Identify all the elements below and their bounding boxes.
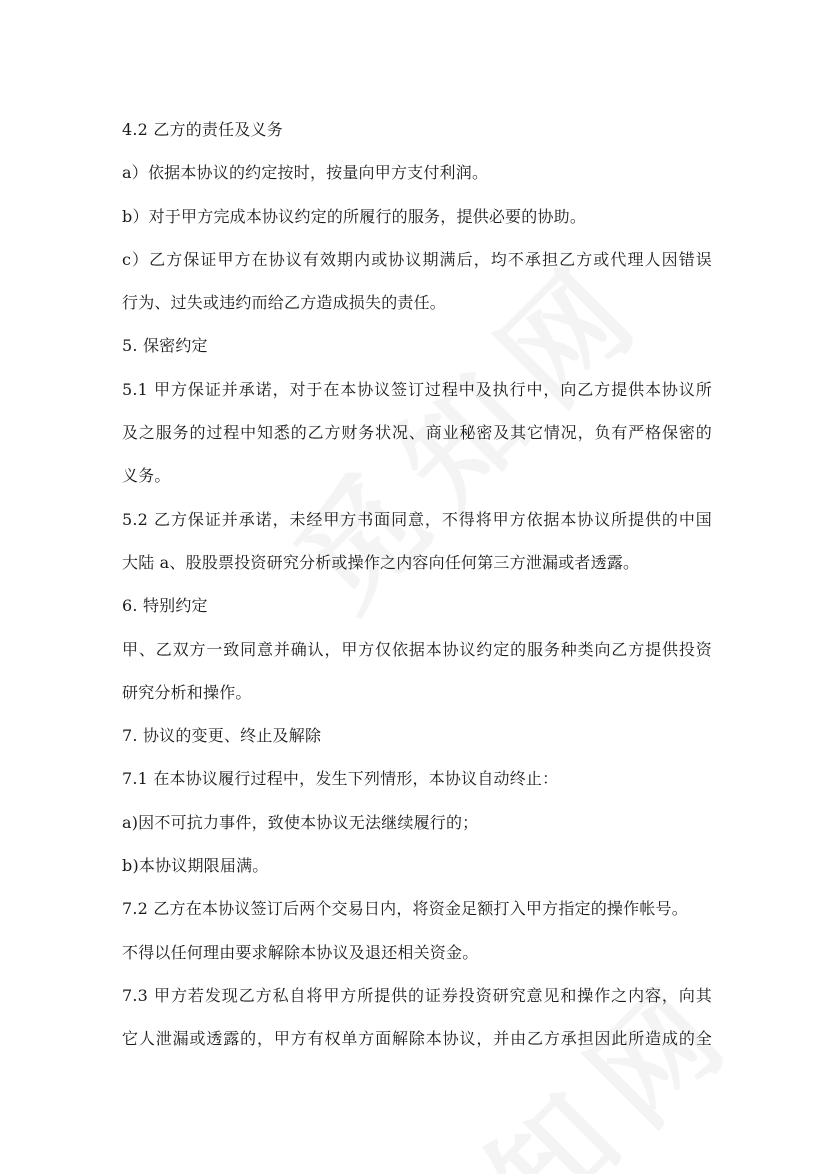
paragraph-line: 5.2 乙方保证并承诺，未经甲方书面同意，不得将甲方依据本协议所提供的中国: [122, 509, 712, 529]
paragraph-line: a)因不可抗力事件，致使本协议无法继续履行的；: [122, 812, 479, 832]
paragraph-line: 甲、乙双方一致同意并确认，甲方仅依据本协议约定的服务种类向乙方提供投资: [122, 639, 712, 659]
section-heading-4-2: 4.2 乙方的责任及义务: [122, 120, 283, 139]
paragraph-line: 及之服务的过程中知悉的乙方财务状况、商业秘密及其它情况，负有严格保密的: [122, 423, 712, 443]
paragraph-line: 不得以任何理由要求解除本协议及退还相关资金。: [122, 942, 479, 962]
paragraph-line: 7.1 在本协议履行过程中，发生下列情形，本协议自动终止：: [122, 769, 559, 789]
paragraph-line: b）对于甲方完成本协议约定的所履行的服务，提供必要的协助。: [122, 206, 587, 226]
paragraph-line: 研究分析和操作。: [122, 682, 252, 702]
paragraph-line: b)本协议期限届满。: [122, 856, 269, 876]
paragraph-line: 大陆 a、股股票投资研究分析或操作之内容向任何第三方泄漏或者透露。: [122, 552, 640, 572]
paragraph-line: 义务。: [122, 466, 171, 486]
section-heading-6: 6. 特别约定: [122, 596, 208, 616]
section-heading-5: 5. 保密约定: [122, 336, 208, 356]
document-body: [122, 108, 712, 1061]
paragraph-line: 行为、过失或违约而给乙方造成损失的责任。: [122, 293, 447, 313]
paragraph-line: 7.3 甲方若发现乙方私自将甲方所提供的证券投资研究意见和操作之内容，向其: [122, 985, 712, 1005]
paragraph-line: a）依据本协议的约定按时，按量向甲方支付利润。: [122, 163, 489, 183]
paragraph-line: 7.2 乙方在本协议签订后两个交易日内，将资金足额打入甲方指定的操作帐号。: [122, 899, 688, 919]
paragraph-line: 5.1 甲方保证并承诺，对于在本协议签订过程中及执行中，向乙方提供本协议所: [122, 379, 712, 399]
paragraph-line: c）乙方保证甲方在协议有效期内或协议期满后，均不承担乙方或代理人因错误: [122, 249, 712, 269]
paragraph-line: 它人泄漏或透露的，甲方有权单方面解除本协议，并由乙方承担因此所造成的全: [122, 1029, 712, 1049]
section-heading-7: 7. 协议的变更、终止及解除: [122, 726, 322, 746]
